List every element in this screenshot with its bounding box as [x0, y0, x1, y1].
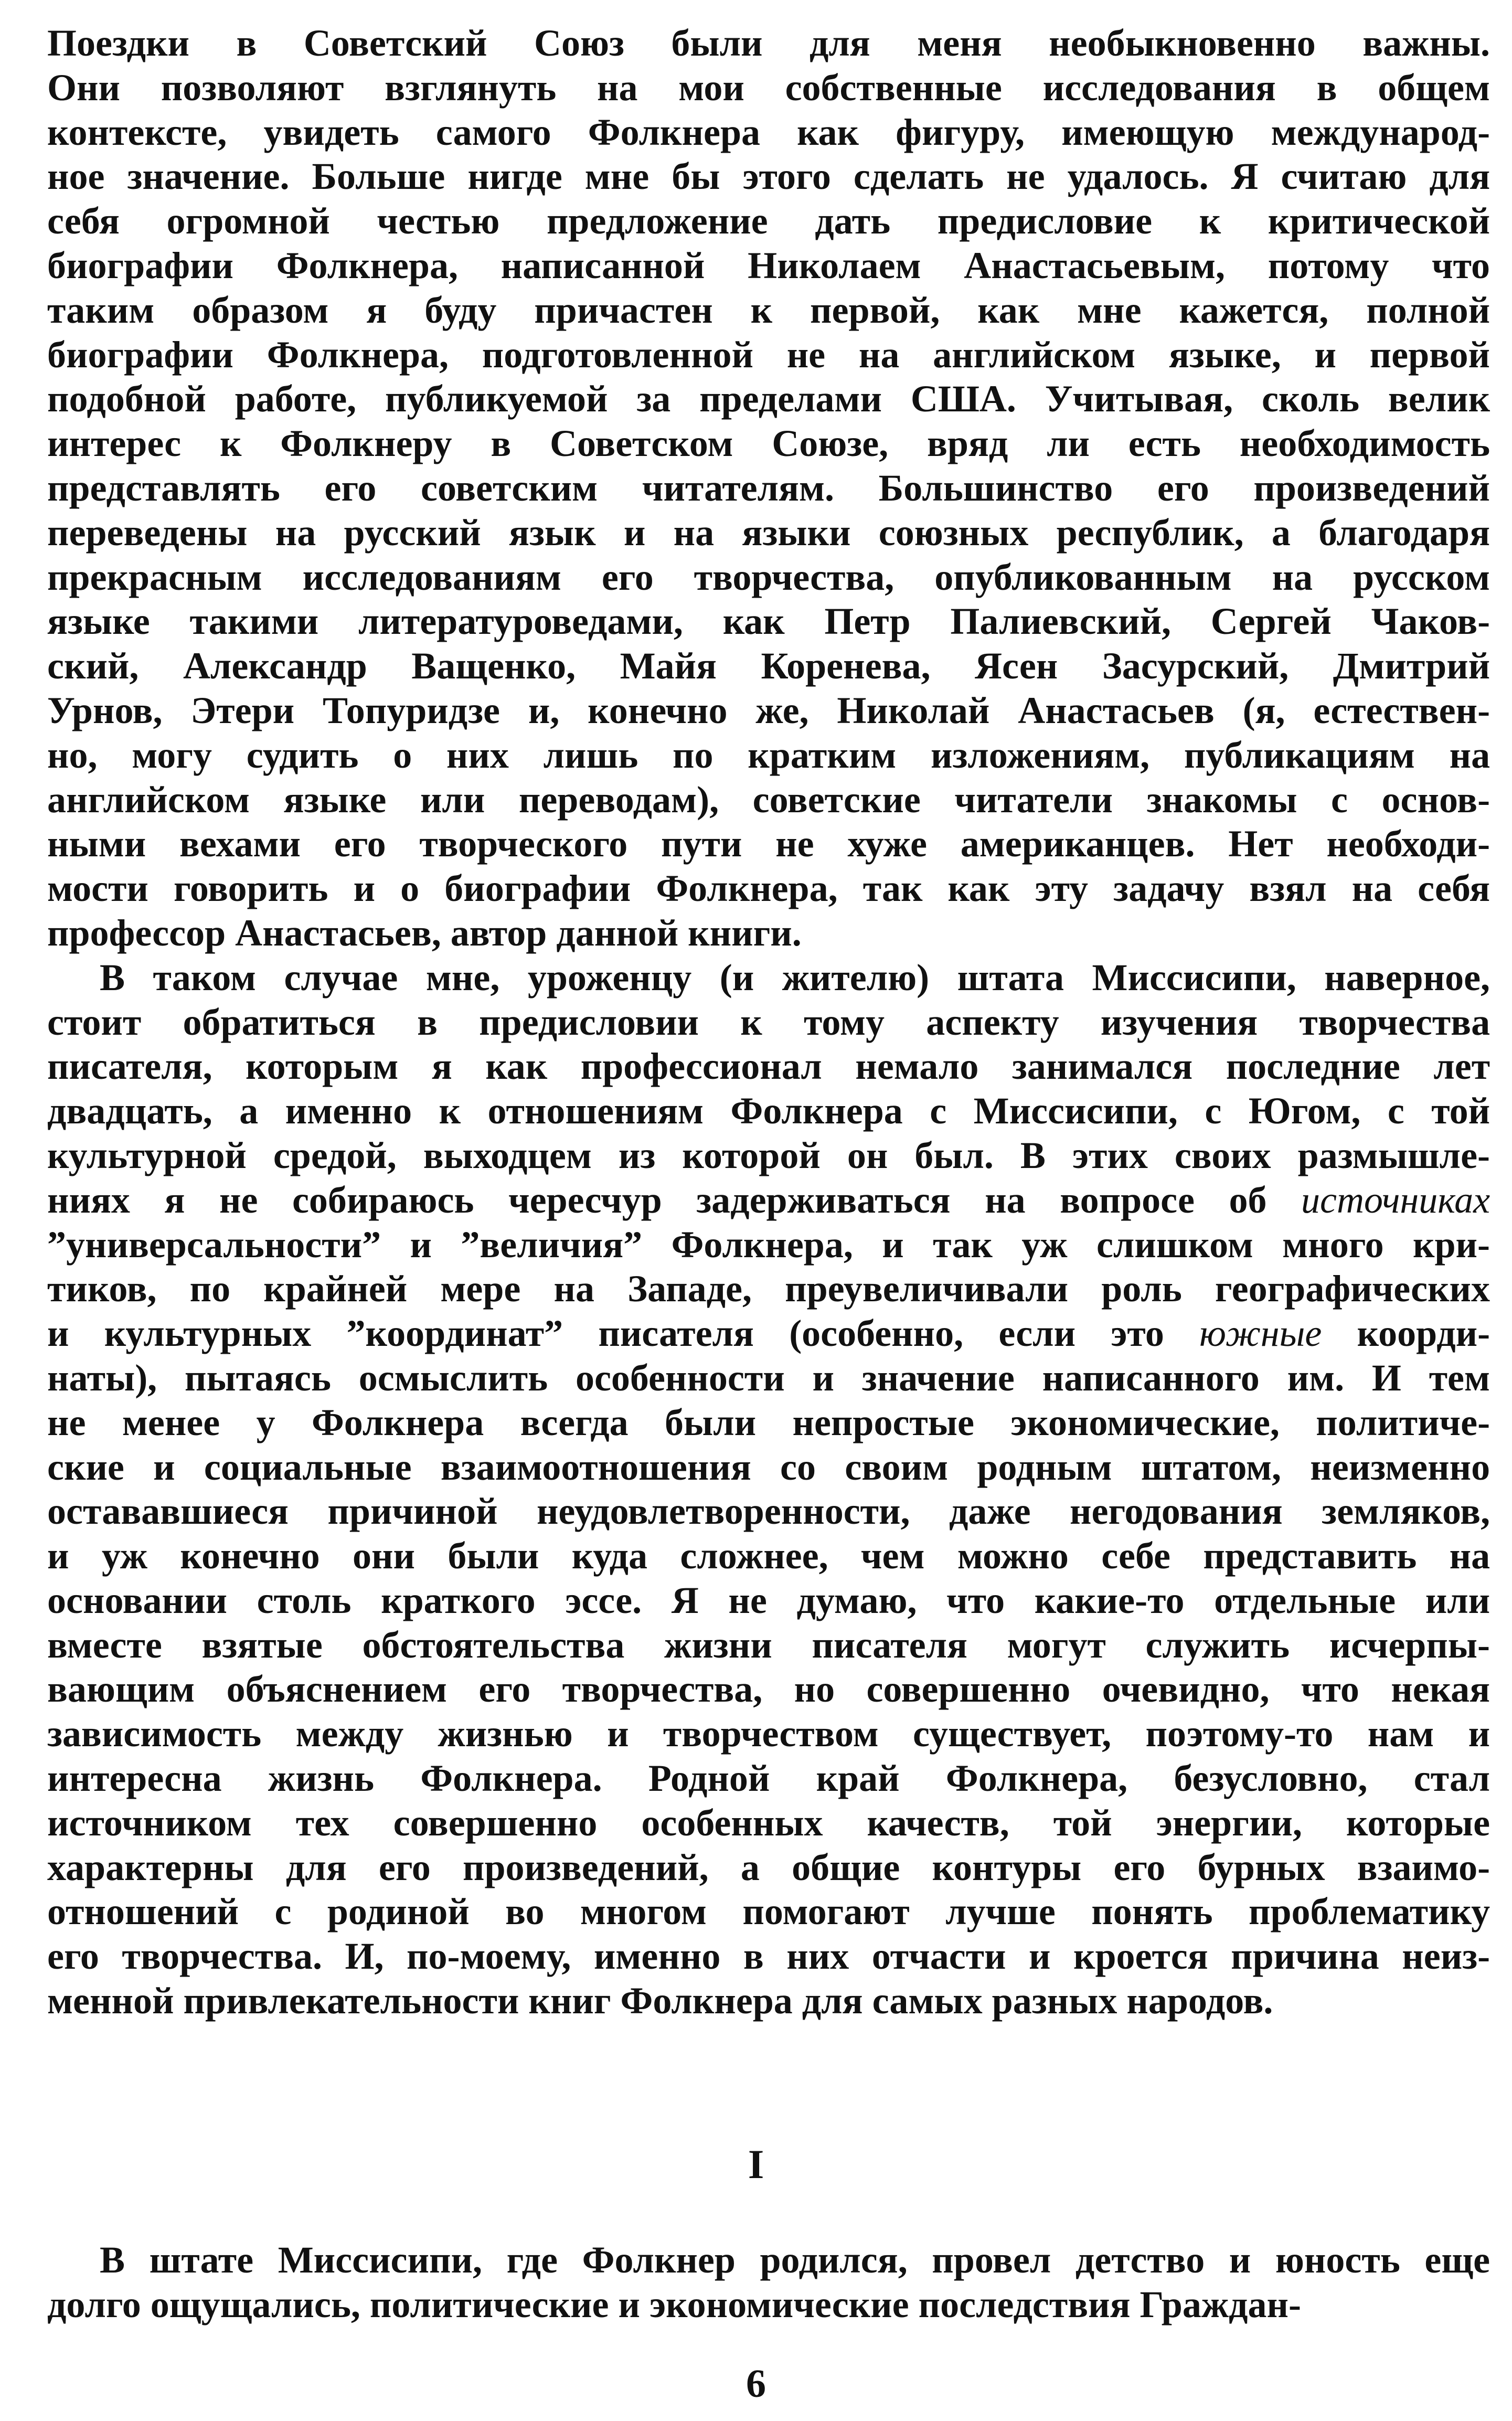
- paragraph-mississippi: [47, 955, 1490, 2023]
- text-line: В штате Миссисипи, где Фолкнер родился, провел детство и юность еще: [100, 2239, 1490, 2281]
- text-line: ниях я не собираюсь чересчур задерживаться на вопросе об источниках: [47, 1178, 1490, 1221]
- text-line: ное значение. Больше нигде мне бы этого сделать не удалось. Я считаю для: [47, 155, 1490, 198]
- text-line: его творчества. И, по-моему, именно в них отчасти и кроется причина неиз-: [47, 1935, 1490, 1978]
- text-line: вместе взятые обстоятельства жизни писателя могут служить исчерпы-: [47, 1623, 1490, 1666]
- text-line: наты), пытаясь осмыслить особенности и значение написанного им. И тем: [47, 1356, 1490, 1399]
- text-line: отношений с родиной во многом помогают лучше понять проблематику: [47, 1891, 1490, 1933]
- text-line: прекрасным исследованиям его творчества, опубликованным на русском: [47, 556, 1490, 598]
- text-line: В таком случае мне, уроженцу (и жителю) штата Миссисипи, наверное,: [100, 956, 1490, 999]
- text-line: долго ощущались, политические и экономические последствия Граждан-: [47, 2283, 1301, 2326]
- text-line: и уж конечно они были куда сложнее, чем можно себе представить на: [47, 1535, 1490, 1577]
- text-line: двадцать, а именно к отношениям Фолкнера с Миссисипи, с Югом, с той: [47, 1090, 1490, 1132]
- text-line: остававшиеся причиной неудовлетворенности, даже негодования земляков,: [47, 1490, 1490, 1533]
- section-opening: [47, 2238, 1490, 2327]
- text-line: ными вехами его творческого пути не хуже американцев. Нет необходи-: [47, 823, 1490, 865]
- text-line: интерес к Фолкнеру в Советском Союзе, вряд ли есть необходимость: [47, 422, 1490, 465]
- main-text: [47, 21, 1490, 2023]
- text-line: менной привлекательности книг Фолкнера для самых разных народов.: [47, 1980, 1273, 2022]
- text-line: ский, Александр Ващенко, Майя Коренева, Ясен Засурский, Дмитрий: [47, 645, 1490, 687]
- text-line: таким образом я буду причастен к первой, как мне кажется, полной: [47, 289, 1490, 331]
- text-line: вающим объяснением его творчества, но совершенно очевидно, что некая: [47, 1668, 1490, 1711]
- text-line: Они позволяют взглянуть на мои собственные исследования в общем: [47, 66, 1490, 109]
- text-line: и культурных ”координат” писателя (особенно, если это южные коорди-: [47, 1312, 1490, 1355]
- text-line: мости говорить и о биографии Фолкнера, так как эту задачу взял на себя: [47, 867, 1490, 910]
- text-line: ”универсальности” и ”величия” Фолкнера, и так уж слишком много кри-: [47, 1223, 1490, 1266]
- text-line: основании столь краткого эссе. Я не думаю, что какие-то отдельные или: [47, 1579, 1490, 1621]
- text-line: английском языке или переводам), советские читатели знакомы с основ-: [47, 778, 1490, 821]
- text-line: себя огромной честью предложение дать предисловие к критической: [47, 200, 1490, 242]
- text-line: языке такими литературоведами, как Петр Палиевский, Сергей Чаков-: [47, 600, 1490, 643]
- text-line: биографии Фолкнера, подготовленной не на английском языке, и первой: [47, 333, 1490, 376]
- paragraph-section-start: [47, 2238, 1490, 2327]
- text-line: интересна жизнь Фолкнера. Родной край Фолкнера, безусловно, стал: [47, 1757, 1490, 1800]
- text-line: источником тех совершенно особенных качеств, той энергии, которые: [47, 1801, 1490, 1844]
- text-line: не менее у Фолкнера всегда были непростые экономические, политиче-: [47, 1401, 1490, 1443]
- text-line: но, могу судить о них лишь по кратким изложениям, публикациям на: [47, 734, 1490, 776]
- text-line: стоит обратиться в предисловии к тому аспекту изучения творчества: [47, 1001, 1490, 1043]
- text-line: профессор Анастасьев, автор данной книги.: [47, 911, 802, 954]
- text-line: писателя, которым я как профессионал немало занимался последние лет: [47, 1045, 1490, 1088]
- text-line: биографии Фолкнера, написанной Николаем Анастасьевым, потому что: [47, 244, 1490, 286]
- text-line: представлять его советским читателям. Большинство его произведений: [47, 466, 1490, 509]
- text-line: Поездки в Советский Союз были для меня необыкновенно важны.: [47, 22, 1490, 64]
- text-line: ские и социальные взаимоотношения со своим родным штатом, неизменно: [47, 1446, 1490, 1488]
- text-line: зависимость между жизнью и творчеством существует, поэтому-то нам и: [47, 1713, 1490, 1755]
- text-line: переведены на русский язык и на языки союзных республик, а благодаря: [47, 511, 1490, 554]
- text-line: Урнов, Этери Топуридзе и, конечно же, Николай Анастасьев (я, естествен-: [47, 689, 1490, 731]
- text-line: культурной средой, выходцем из которой он был. В этих своих размышле-: [47, 1134, 1490, 1176]
- text-line: контексте, увидеть самого Фолкнера как фигуру, имеющую международ-: [47, 111, 1490, 153]
- text-line: характерны для его произведений, а общие контуры его бурных взаимо-: [47, 1846, 1490, 1888]
- text-line: подобной работе, публикуемой за пределами США. Учитывая, сколь велик: [47, 378, 1490, 420]
- text-line: тиков, по крайней мере на Западе, преувеличивали роль географических: [47, 1268, 1490, 1310]
- page-number: 6: [746, 2362, 766, 2406]
- section-numeral: I: [748, 2141, 764, 2187]
- paragraph-intro: [47, 21, 1490, 955]
